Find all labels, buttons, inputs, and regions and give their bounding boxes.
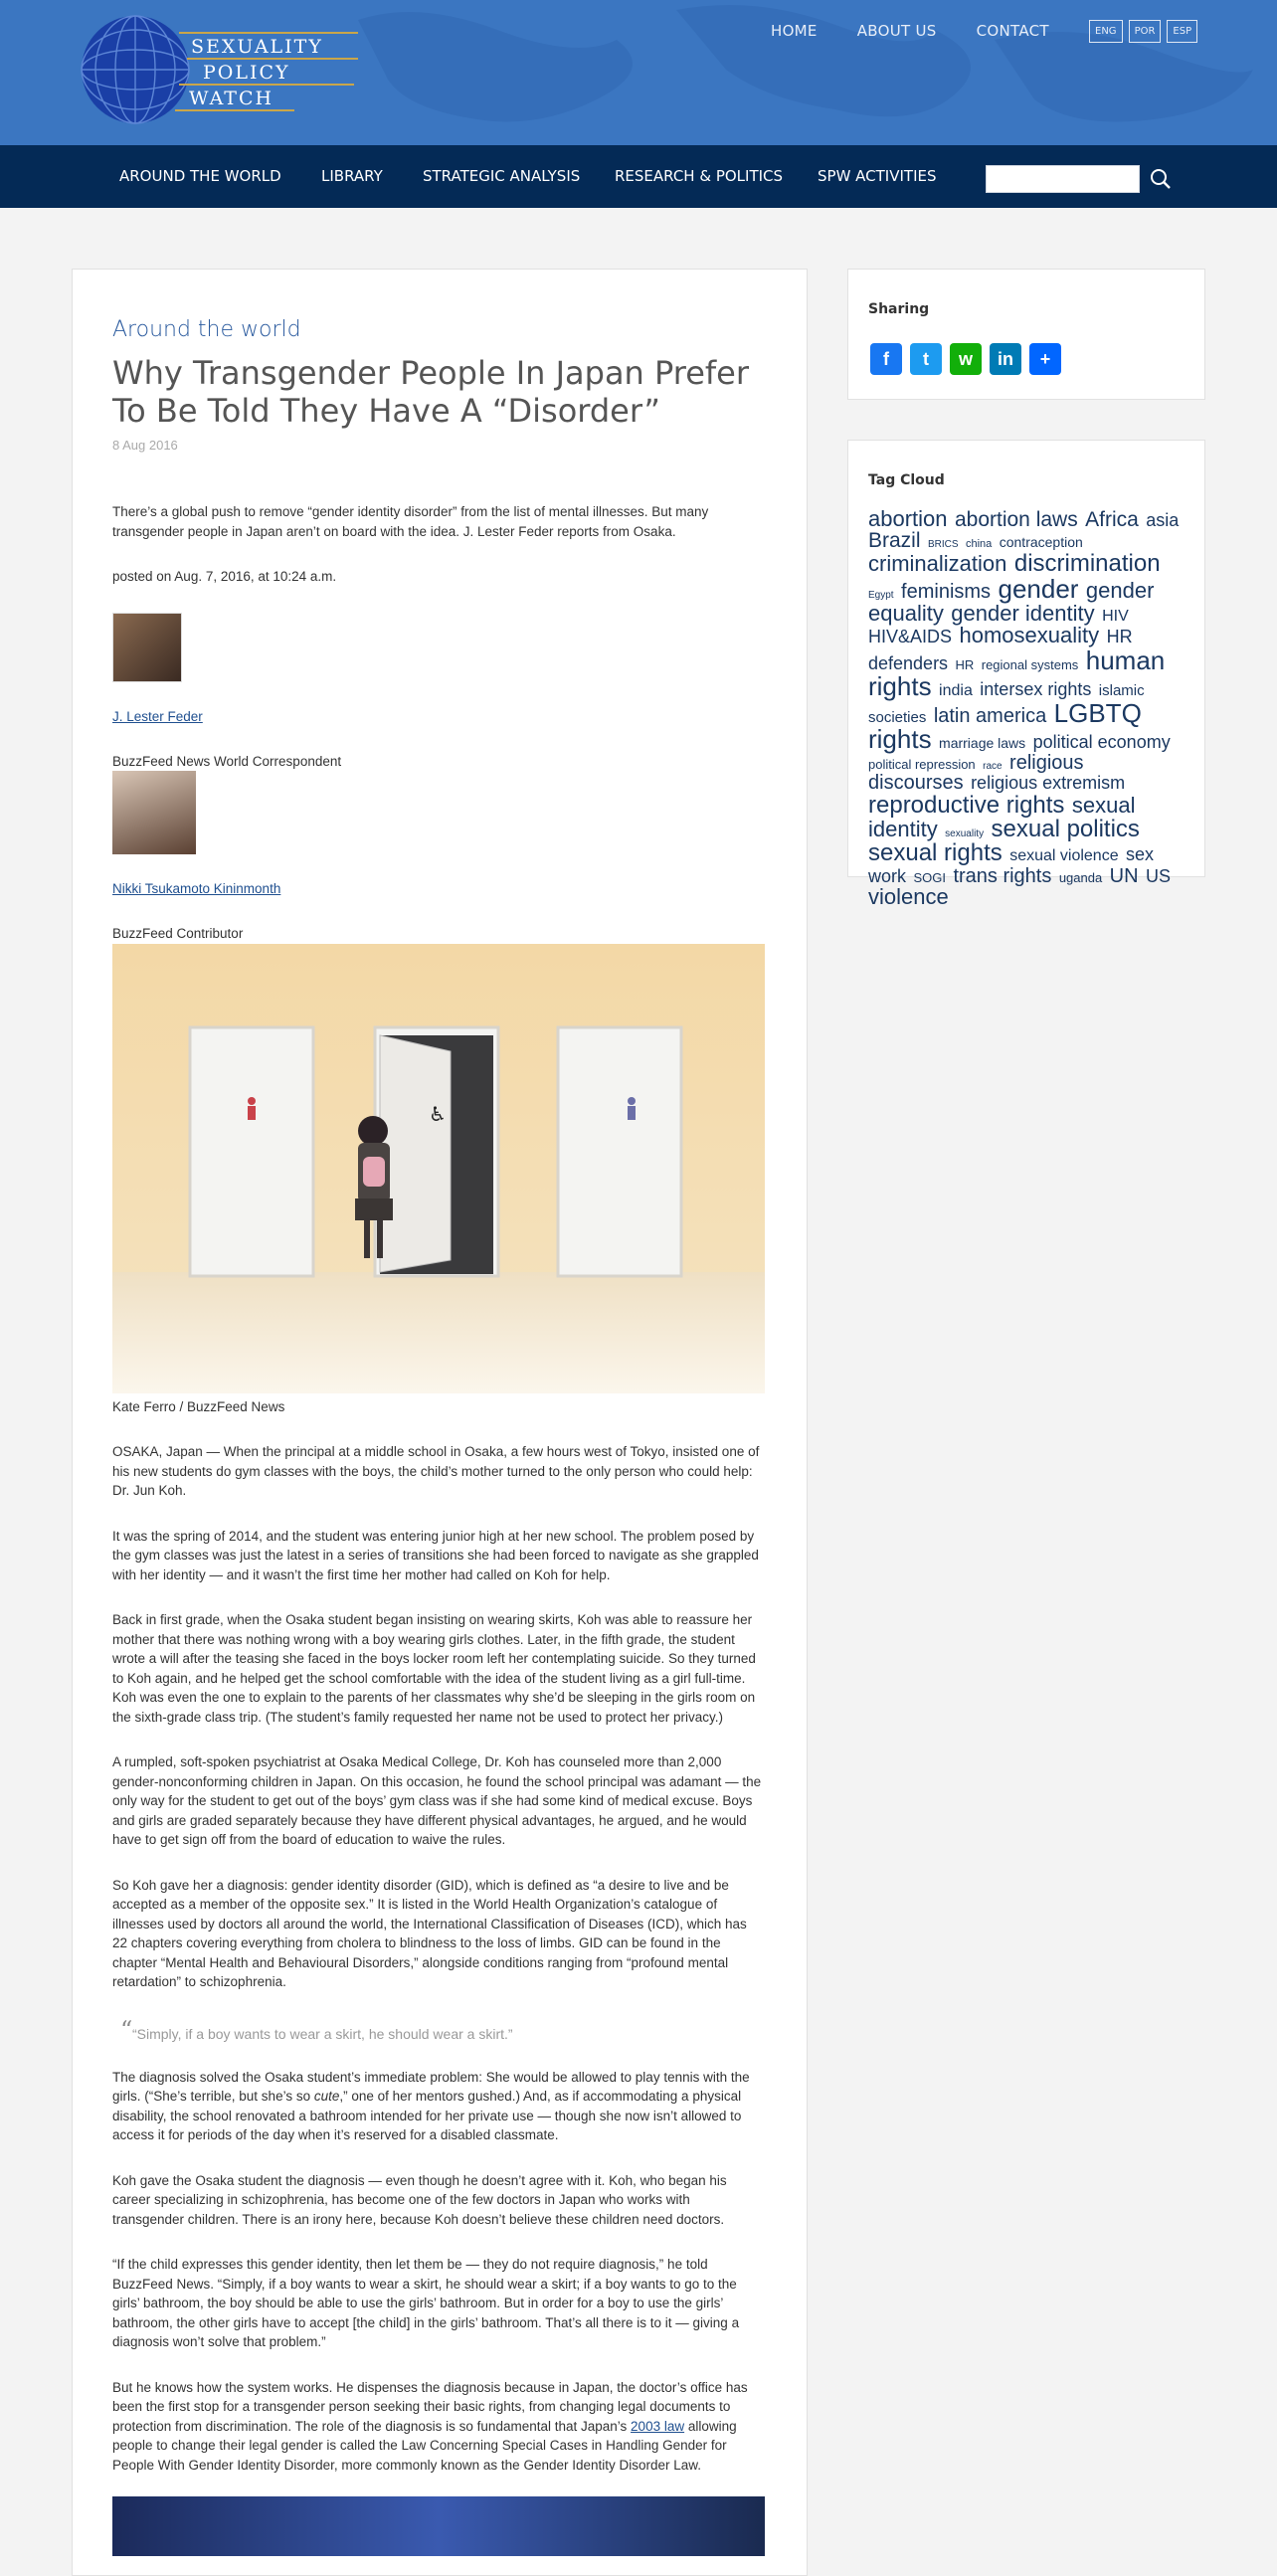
tag-link[interactable]: HIV bbox=[1102, 607, 1129, 625]
nav-about-us[interactable]: ABOUT US bbox=[856, 22, 937, 40]
nav-home[interactable]: HOME bbox=[771, 22, 818, 40]
logo-line-3: WATCH bbox=[189, 88, 274, 109]
nav-contact[interactable]: CONTACT bbox=[976, 22, 1049, 40]
linkedin-icon[interactable]: in bbox=[990, 343, 1021, 375]
nav-around-the-world[interactable]: AROUND THE WORLD bbox=[119, 167, 281, 185]
author-photo[interactable] bbox=[112, 771, 196, 854]
article-card bbox=[72, 269, 808, 2576]
lang-eng[interactable]: ENG bbox=[1089, 20, 1123, 43]
logo-rule bbox=[179, 32, 358, 34]
nav-spw-activities[interactable]: SPW ACTIVITIES bbox=[818, 167, 937, 185]
tag-link[interactable]: political repression bbox=[868, 756, 976, 772]
tag-link[interactable]: contraception bbox=[999, 534, 1083, 551]
svg-text:♿: ♿ bbox=[429, 1101, 447, 1126]
tag-link[interactable]: marriage laws bbox=[939, 735, 1026, 752]
tag-link[interactable]: sexuality bbox=[945, 828, 985, 840]
author-role: BuzzFeed News World Correspondent bbox=[112, 753, 342, 769]
tag-link[interactable]: race bbox=[983, 760, 1003, 772]
tag-link[interactable]: identity bbox=[868, 817, 938, 842]
main-nav bbox=[0, 145, 1277, 208]
tag-link[interactable]: Africa bbox=[1085, 508, 1139, 531]
tag-link[interactable]: BRICS bbox=[927, 539, 959, 551]
sharing-widget bbox=[847, 269, 1205, 400]
nav-library[interactable]: LIBRARY bbox=[321, 167, 383, 185]
tag-link[interactable]: sex work bbox=[868, 844, 1155, 886]
article-paragraph: Koh gave the Osaka student the diagnosis — even though he doesn’t agree with it. Koh, who began his career specializing in schizophrenia, has become one of the few doctors in Japan who works with transgender children. There is an irony here, because Koh doesn’t believe these children need doctors. bbox=[112, 2172, 727, 2227]
nav-research-politics[interactable]: RESEARCH & POLITICS bbox=[615, 167, 784, 185]
tag-link[interactable]: gender identity bbox=[951, 600, 1095, 626]
tag-link[interactable]: sexual rights bbox=[868, 839, 1003, 867]
tag-link[interactable]: LGBTQ rights bbox=[868, 697, 1142, 755]
tag-link[interactable]: US bbox=[1146, 865, 1172, 886]
author-link[interactable]: J. Lester Feder bbox=[112, 708, 203, 724]
tag-link[interactable]: HR defenders bbox=[868, 627, 1133, 673]
logo-rule bbox=[175, 109, 294, 111]
logo-rule bbox=[187, 58, 358, 60]
logo-rule bbox=[179, 84, 354, 86]
site-logo[interactable] bbox=[80, 14, 358, 125]
tag-link[interactable]: gender bbox=[998, 574, 1079, 605]
tag-cloud-widget bbox=[847, 440, 1205, 910]
tag-link[interactable]: gender equality bbox=[868, 578, 1155, 626]
whatsapp-icon[interactable]: w bbox=[950, 343, 982, 375]
author-link[interactable]: Nikki Tsukamoto Kininmonth bbox=[112, 881, 281, 896]
share-buttons bbox=[870, 343, 1069, 375]
nav-strategic-analysis[interactable]: STRATEGIC ANALYSIS bbox=[423, 167, 581, 185]
article-title: Why Transgender People In Japan Prefer To Be Told They Have A “Disorder” bbox=[112, 354, 749, 430]
article-paragraph: Back in first grade, when the Osaka student began insisting on wearing skirts, Koh was able to reassure her mother that there was nothing wrong with a boy wearing girls clothes. Later, in the fifth grade, the student wrote a will after the teasing she faced in the boys locker room left her contemplating suicide. So they turned to Koh again, and he helped get the school comfortable with the idea of the student living as a girl full-time. Koh was even the one to explain to the parents of her classmates why she’d be sleeping in the girls room on the sixth-grade class trip. (The student’s family requested her name not be used to protect her privacy.) bbox=[112, 1612, 756, 1725]
tag-link[interactable]: discourses bbox=[868, 772, 964, 795]
article-intro: There’s a global push to remove “gender identity disorder” from the list of mental illnesses. But many transgender people in Japan aren’t on board with the idea. J. Lester Feder reports from Osaka. bbox=[112, 504, 709, 539]
site-header bbox=[0, 0, 1277, 145]
tag-link[interactable]: HR bbox=[955, 656, 975, 672]
lang-por[interactable]: POR bbox=[1129, 20, 1162, 43]
language-switcher bbox=[1089, 20, 1197, 43]
pull-quote-text: “Simply, if a boy wants to wear a skirt, he should wear a skirt.” bbox=[132, 2025, 513, 2042]
twitter-icon[interactable]: t bbox=[910, 343, 942, 375]
logo-line-1: SEXUALITY bbox=[191, 36, 323, 58]
tag-link[interactable]: india bbox=[939, 682, 973, 700]
tag-link[interactable]: criminalization bbox=[868, 550, 1007, 576]
lang-esp[interactable]: ESP bbox=[1167, 20, 1197, 43]
logo-line-2: POLICY bbox=[203, 62, 290, 84]
paragraph-text: But he knows how the system works. He dispenses the diagnosis because in Japan, the doctor’s office has been the first stop for a transgender person seeking their basic rights, from changing legal documents to protection from discrimination. The role of the diagnosis is so fundamental that Japan’s bbox=[112, 2379, 748, 2434]
tag-link[interactable]: abortion bbox=[868, 506, 948, 531]
tag-link[interactable]: discrimination bbox=[1013, 549, 1161, 577]
tag-cloud-title: Tag Cloud bbox=[868, 472, 945, 488]
tag-link[interactable]: sexual politics bbox=[991, 816, 1140, 843]
article-paragraph bbox=[112, 2378, 765, 2476]
tag-link[interactable]: sexual violence bbox=[1009, 847, 1119, 865]
tag-link[interactable]: asia bbox=[1146, 510, 1180, 530]
tag-link[interactable]: regional systems bbox=[981, 656, 1079, 672]
facebook-icon[interactable]: f bbox=[870, 343, 902, 375]
article-category[interactable]: Around the world bbox=[112, 317, 301, 342]
tag-link[interactable]: religious extremism bbox=[971, 773, 1126, 794]
tag-link[interactable]: homosexuality bbox=[959, 623, 1100, 648]
tag-link[interactable]: human rights bbox=[868, 644, 1166, 702]
article-paragraph bbox=[112, 2068, 765, 2145]
paragraph-text: The diagnosis solved the Osaka student’s immediate problem: She would be allowed to play tennis with the girls. (“She’s terrible, but she’s so bbox=[112, 2069, 750, 2104]
tag-link[interactable]: islamic societies bbox=[868, 682, 1145, 726]
author-role: BuzzFeed Contributor bbox=[112, 926, 244, 941]
tag-link[interactable]: HIV&AIDS bbox=[868, 627, 953, 647]
tag-cloud bbox=[868, 508, 1186, 909]
tag-link[interactable]: feminisms bbox=[901, 581, 992, 604]
paragraph-text: ,” one of her mentors gushed.) And, as if accommodating a physical disability, the school renovated a bathroom intended for her private use — though she now isn’t allowed to access it for periods of the day when it’s reserved for a disabled classmate. bbox=[112, 2089, 742, 2142]
pull-quote bbox=[120, 2015, 765, 2044]
posted-date: posted on Aug. 7, 2016, at 10:24 a.m. bbox=[112, 569, 337, 584]
search-icon[interactable] bbox=[1146, 164, 1176, 194]
sharing-title: Sharing bbox=[868, 301, 930, 317]
article-second-image bbox=[112, 2496, 765, 2556]
paragraph-text: allowing people to change their legal gender is called the Law Concerning Special Cases in Handling Gender for People With Gender Identity Disorder, more commonly known as the Gender Identity Disorder Law. bbox=[112, 2418, 737, 2473]
article-paragraph: A rumpled, soft-spoken psychiatrist at Osaka Medical College, Dr. Koh has counseled more than 2,000 gender-nonconforming children in Japan. On this occasion, he found the school principal was adamant — the only way for the student to get out of the boys’ gym class was if she had some kind of medical excuse. Boys and girls are graded separately because they have different physical advantages, he argued, and he would have to get sign off from the board of education to waive the rules. bbox=[112, 1754, 762, 1847]
emphasis-text: cute bbox=[313, 2089, 340, 2104]
law-link[interactable]: 2003 law bbox=[631, 2418, 685, 2434]
tag-link[interactable]: Brazil bbox=[868, 529, 921, 553]
image-caption: Kate Ferro / BuzzFeed News bbox=[112, 1398, 285, 1414]
article-content bbox=[112, 317, 765, 2556]
tag-link[interactable]: china bbox=[965, 538, 993, 551]
quote-mark-icon: “ bbox=[120, 2015, 133, 2044]
tag-link[interactable]: SOGI bbox=[913, 869, 946, 885]
tag-link[interactable]: trans rights bbox=[953, 864, 1052, 887]
article-paragraph: It was the spring of 2014, and the student was entering junior high at her new school. The problem posed by the gym classes was just the latest in a series of transitions she had been forced to navigate as she grappled with her identity — and it wasn’t the first time her mother had called on Koh for help. bbox=[112, 1528, 759, 1582]
tag-link[interactable]: Egypt bbox=[868, 590, 894, 602]
article-illustration bbox=[112, 944, 765, 1393]
article-date: 8 Aug 2016 bbox=[112, 438, 178, 453]
share-icon[interactable]: + bbox=[1029, 343, 1061, 375]
article-paragraph: “If the child expresses this gender identity, then let them be — they do not require diagnosis,” he told BuzzFeed News. “Simply, if a boy wants to wear a skirt, he should wear a skirt; if a boy wants to go to the girls’ bathroom, the boy should be able to use the girls’ bathroom. But in order for a boy to use the girls’ bathroom, the other girls have to accept [the child] in the girls’ bathroom. That’s all there is to it — giving a diagnosis won’t solve that problem.” bbox=[112, 2257, 740, 2349]
author-photo[interactable] bbox=[112, 613, 182, 682]
tag-link[interactable]: intersex rights bbox=[980, 679, 1092, 700]
tag-link[interactable]: sexual bbox=[1071, 792, 1136, 818]
article-paragraph: OSAKA, Japan — When the principal at a middle school in Osaka, a few hours west of Tokyo, insisted one of his new students do gym classes with the boys, the child’s mother turned to the only person who could help: Dr. Jun Koh. bbox=[112, 1444, 760, 1498]
tag-link[interactable]: uganda bbox=[1058, 869, 1103, 885]
article-paragraph: So Koh gave her a diagnosis: gender identity disorder (GID), which is defined as “a desire to live and be accepted as a member of the opposite sex.” It is listed in the World Health Organization’s catalogue of illnesses used by doctors all around the world, the International Classification of Diseases (ICD), which has 22 chapters covering everything from cholera to blindness to the loss of limbs. GID can be found in the chapter “Mental Health and Behavioural Disorders,” alongside conditions ranging from “profound mental retardation” to schizophrenia. bbox=[112, 1877, 747, 1989]
search-input[interactable] bbox=[986, 165, 1140, 193]
tag-link[interactable]: religious bbox=[1009, 751, 1084, 774]
tag-link[interactable]: UN bbox=[1109, 864, 1139, 887]
tag-link[interactable]: reproductive rights bbox=[868, 791, 1065, 819]
tag-link[interactable]: violence bbox=[868, 884, 949, 910]
top-nav bbox=[771, 22, 1089, 40]
tag-link[interactable]: political economy bbox=[1032, 732, 1171, 753]
tag-link[interactable]: latin america bbox=[933, 704, 1047, 727]
tag-link[interactable]: abortion laws bbox=[954, 508, 1078, 531]
